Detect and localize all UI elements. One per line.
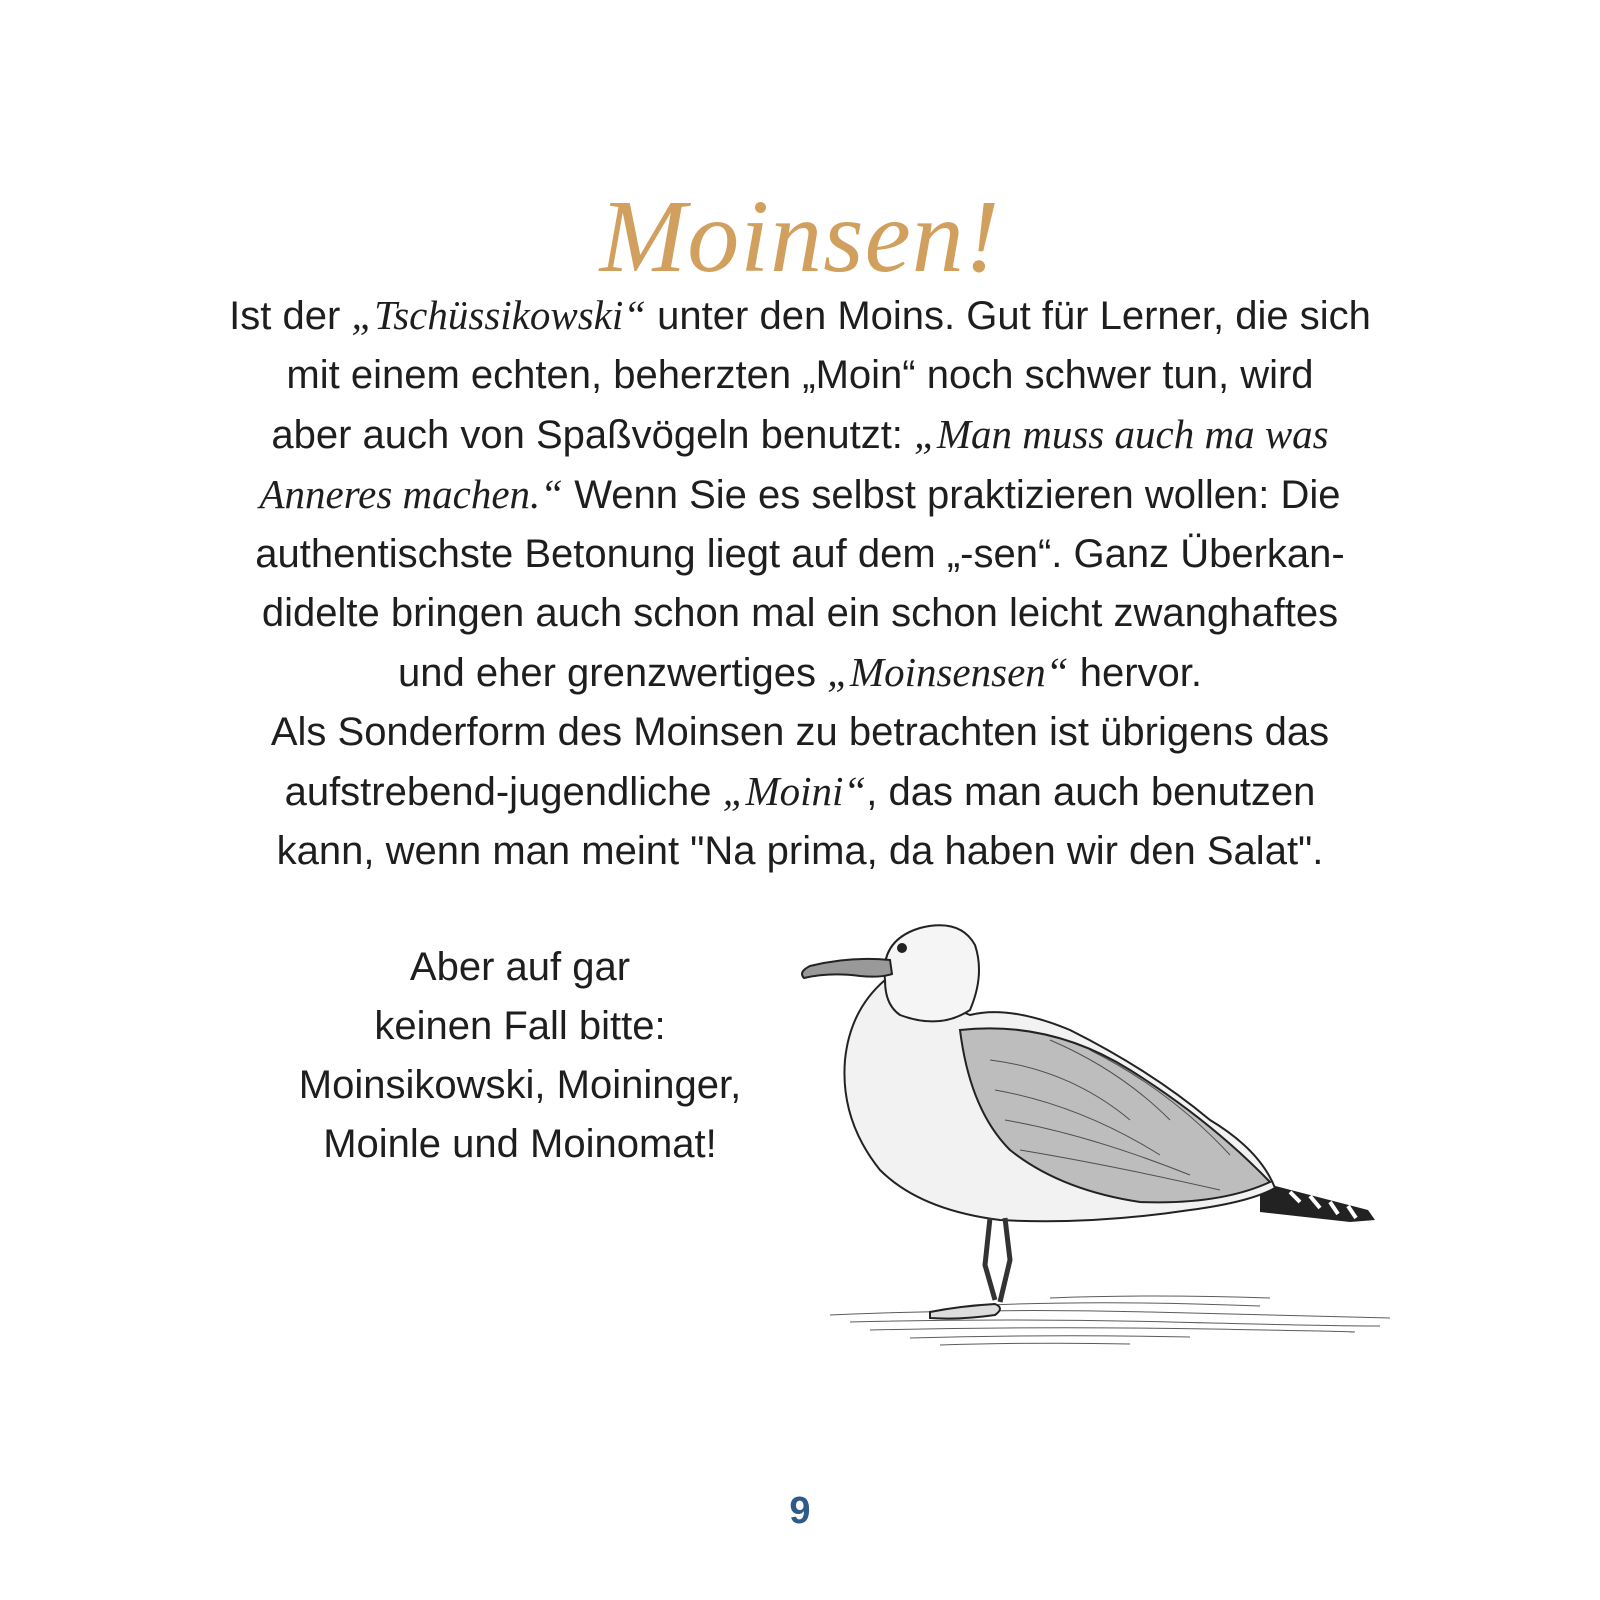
aside-line: keinen Fall bitte: [374,1004,666,1048]
text-line: didelte bringen auch schon mal ein schon leicht zwanghaftes [261,591,1339,635]
aside-line: Moinle und Moinomat! [323,1122,717,1166]
aside-note [250,938,790,1174]
seagull-illustration [790,920,1430,1380]
text-line: mit einem echten, beherzten „Moin“ noch schwer tun, wird [286,353,1314,397]
aside-line: Aber auf gar [409,945,631,989]
gull-foot [930,1304,1000,1319]
aside-line: Moinsikowski, Moininger, [298,1063,742,1107]
text-run: aber auch von Spaßvögeln benutzt: [271,413,915,457]
quoted-term: „Moinsensen“ [827,649,1069,695]
gull-leg-front [985,1218,995,1300]
text-run: unter den Moins. Gut für Lerner, die sich [646,294,1371,338]
quoted-term: „Tschüssikowski“ [351,292,647,338]
text-line: Als Sonderform des Moinsen zu betrachten ist übrigens das [270,710,1330,754]
quoted-term: „Man muss auch ma was [914,411,1329,457]
gull-eye [897,943,907,953]
text-line: kann, wenn man meint "Na prima, da haben wir den Salat". [276,829,1324,873]
quoted-term: „Moini“ [722,768,867,814]
text-run: aufstrebend-jugendliche [284,770,723,814]
gull-leg-back [1000,1218,1010,1302]
text-line [200,286,1400,346]
gull-beak [802,959,892,978]
text-run: , das man auch benutzen [866,770,1316,814]
text-line [200,465,1400,525]
main-paragraph [200,286,1400,881]
gull-head [884,925,979,1021]
tail [1260,1182,1375,1222]
water-shadow [830,1296,1390,1345]
text-run: Wenn Sie es selbst praktizieren wollen: Die [563,473,1341,517]
text-run: hervor. [1068,651,1202,695]
text-line [200,762,1400,822]
text-line: authentischste Betonung liegt auf dem „-sen“. Ganz Überkan- [255,532,1345,576]
text-run: und eher grenzwertiges [397,651,828,695]
text-line [200,643,1400,703]
page-title: Moinsen! [599,179,1001,294]
text-run: Ist der [229,294,352,338]
quoted-term: Anneres machen.“ [259,471,564,517]
text-line [200,405,1400,465]
page-number: 9 [789,1490,811,1532]
